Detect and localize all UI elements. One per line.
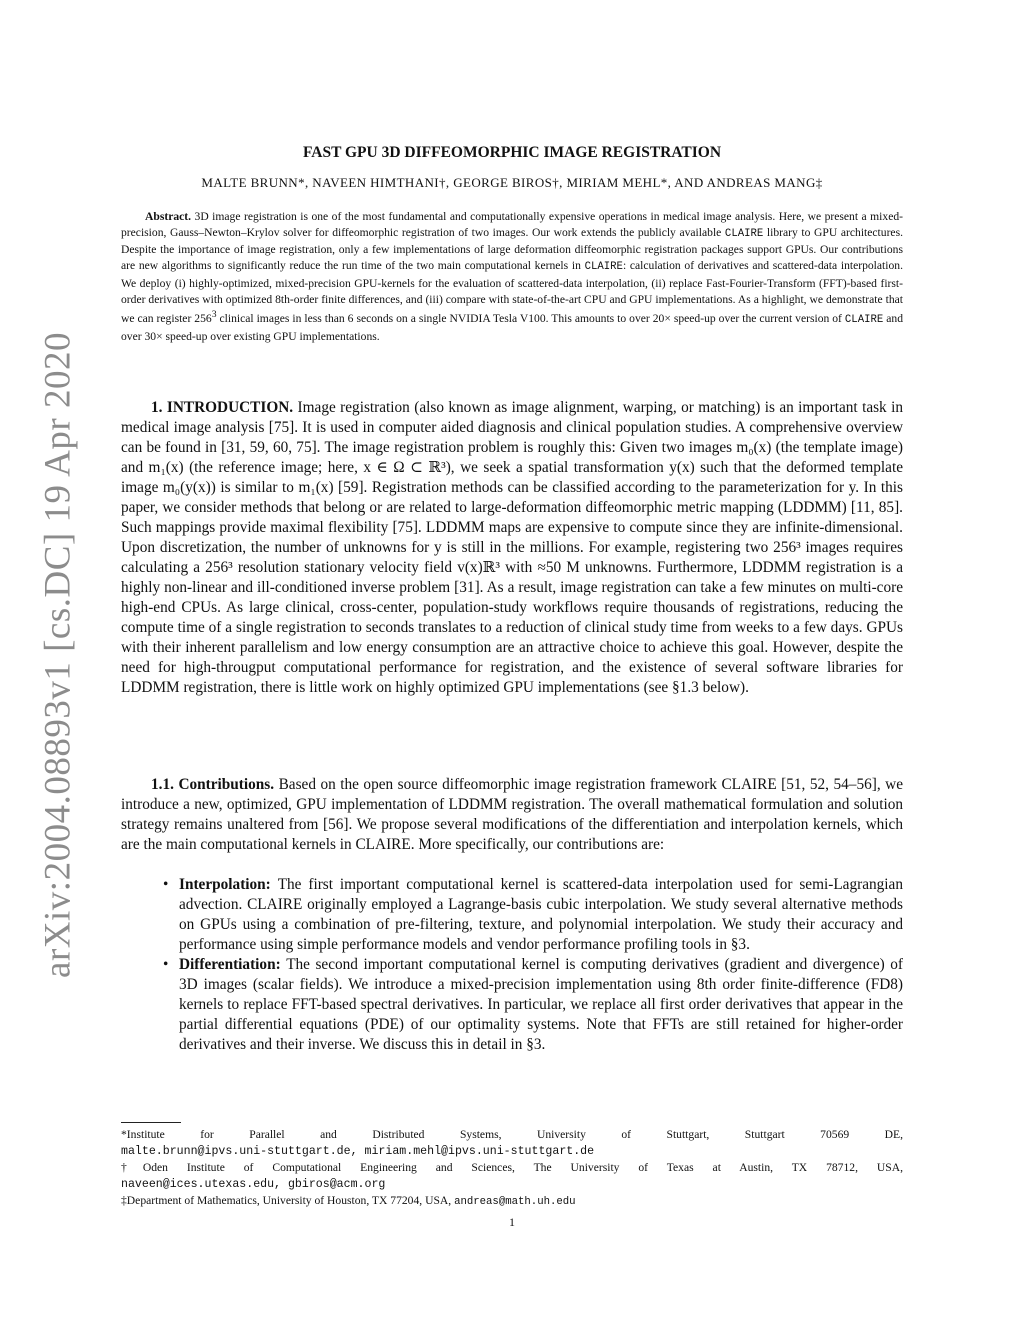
abstract-text-1: 3D image registration is one of the most fundamental and computationally expensive operations in medical image analysis. Here, we present a mixed-precision, Gauss–Newton–Krylov solver for diffeomorphic registration of two images. Our work extends the publicly available (121, 210, 903, 239)
footnote-2-emails: naveen@ices.utexas.edu, gbiros@acm.org (121, 1178, 386, 1191)
page-number: 1 (509, 1215, 515, 1229)
paper-title: FAST GPU 3D DIFFEOMORPHIC IMAGE REGISTRATION (302, 144, 722, 161)
bullet-text-interpolation: The first important computational kernel is scattered-data interpolation used for semi-Lagrangian advection. CLAIRE originally employed a Lagrange-basis cubic interpolation. We study several alternative methods on GPUs using a combination of pre-filtering, texture, and polynomial interpolation. We study their accuracy and performance using simple performance models and vendor performance profiling tools in §3. (179, 876, 903, 953)
footnote-3-text: ‡Department of Mathematics, University of Houston, TX 77204, USA, (121, 1194, 455, 1207)
abstract-text-3: : calculation of derivatives and scattered-data interpolation. We deploy (i) highly-optimized, mixed-precision GPU-kernels for the evaluation of scattered-data interpolation, (ii) replace Fast-Fourier-Transform (FFT)-based first-order derivatives with optimized 8th-order finite differences, and (iii) compare with state-of-the-art CPU and GPU implementations. As a highlight, we demonstrate that we can register 256 (121, 259, 903, 326)
abstract-text-4: clinical images in less than 6 seconds on a single NVIDIA Tesla V100. This amounts to over 20× speed-up over the current version of (216, 312, 845, 326)
list-item (121, 875, 903, 955)
bullet-label-interpolation: Interpolation: (179, 876, 271, 893)
footnote-divider (121, 1122, 181, 1123)
contributions-list (121, 875, 903, 1055)
introduction-paragraph (121, 398, 903, 698)
library-name: CLAIRE (724, 227, 764, 240)
footnote-3 (121, 1193, 903, 1211)
abstract-superscript: 3 (211, 309, 217, 321)
footnote-1: *Institute for Parallel and Distributed Systems, University of Stuttgart, Stuttgart 70569 DE, (121, 1128, 903, 1141)
library-name: CLAIRE (584, 261, 623, 274)
footnote-3-email: andreas@math.uh.edu (454, 1196, 576, 1208)
bullet-text-differentiation: The second important computational kernel is computing derivatives (gradient and divergence) of 3D images (scalar fields). We introduce a mixed-precision implementation using 8th order finite-difference (FD8) kernels to replace FFT-based spectral derivatives. In particular, we replace all first order derivatives that appear in the partial differential equations (PDE) of our optimality systems. Note that FFTs are still retained for higher-order derivatives and their inverse. We discuss this in detail in §3. (179, 956, 903, 1053)
footnote-2: †Oden Institute of Computational Engineering and Sciences, The University of Texas at Austin, TX 78712, USA, (121, 1161, 903, 1174)
bullet-label-differentiation: Differentiation: (179, 956, 281, 973)
abstract-text-5: and over 30× speed-up over existing GPU implementations. (121, 312, 903, 343)
abstract (121, 209, 903, 344)
section-heading-contributions: 1.1. Contributions. (151, 776, 275, 793)
arxiv-identifier: arXiv:2004.08893v1 [cs.DC] 19 Apr 2020 (37, 332, 79, 978)
list-item (121, 955, 903, 1055)
section-heading-introduction: 1. INTRODUCTION. (151, 399, 294, 416)
footnote-1-emails: malte.brunn@ipvs.uni-stuttgart.de, miriam.mehl@ipvs.uni-stuttgart.de (121, 1145, 595, 1158)
abstract-label: Abstract. (145, 210, 192, 223)
library-name: CLAIRE (844, 314, 884, 327)
author-list: MALTE BRUNN*, NAVEEN HIMTHANI†, GEORGE BIROS†, MIRIAM MEHL*, AND ANDREAS MANG‡ (201, 175, 823, 190)
contributions-paragraph (121, 775, 903, 855)
contributions-text: Based on the open source diffeomorphic image registration framework CLAIRE [51, 52, 54–56], we introduce a new, optimized, GPU implementation of LDDMM registration. The overall mathematical formulation and solution strategy remains unaltered from [56]. We propose several modifications of the differentiation and interpolation kernels, which are the main computational kernels in CLAIRE. More specifically, our contributions are: (121, 776, 903, 853)
introduction-text: Image registration (also known as image alignment, warping, or matching) is an important task in medical image analysis [75]. It is used in computer aided diagnosis and clinical population studies. A comprehensive overview can be found in [31, 59, 60, 75]. The image registration problem is roughly this: Given two images m₀(x) (the template image) and m₁(x) (the reference image; here, x ∈ Ω ⊂ ℝ³), we seek a spatial transformation y(x) such that the deformed template image m₀(y(x)) is similar to m₁(x) [59]. Registration methods can be classified according to the parameterization for y. In this paper, we consider methods that belong or are related to large-deformation diffeomorphic metric mapping (LDDMM) [11, 85]. Such mappings provide maximal flexibility [75]. LDDMM maps are expensive to compute since they are infinite-dimensional. Upon discretization, the number of unknowns for y is still in the millions. For example, registering two 256³ images requires calculating a 256³ resolution stationary velocity field v(x)ℝ³ with ≈50 M unknowns. Furthermore, LDDMM registration is a highly non-linear and ill-conditioned inverse problem [31]. As a result, image registration can take a few minutes on multi-core high-end CPUs. As large clinical, cross-center, population-study workflows require thousands of registrations, reducing the compute time of a single registration to seconds translates to a reduction of clinical study time from weeks to a few days. GPUs with their inherent parallelism and low energy consumption are an attractive choice to achieve this goal. However, despite the need for high-througput computational performance for registration, and the existence of several software libraries for LDDMM registration, there is little work on highly optimized GPU implementations (see §1.3 below). (121, 399, 904, 696)
abstract-text-2: library to GPU architectures. Despite the importance of image registration, only a few implementations of large deformation diffeomorphic registration packages support GPUs. Our contributions are new algorithms to significantly reduce the run time of the two main computational kernels in (121, 225, 903, 273)
